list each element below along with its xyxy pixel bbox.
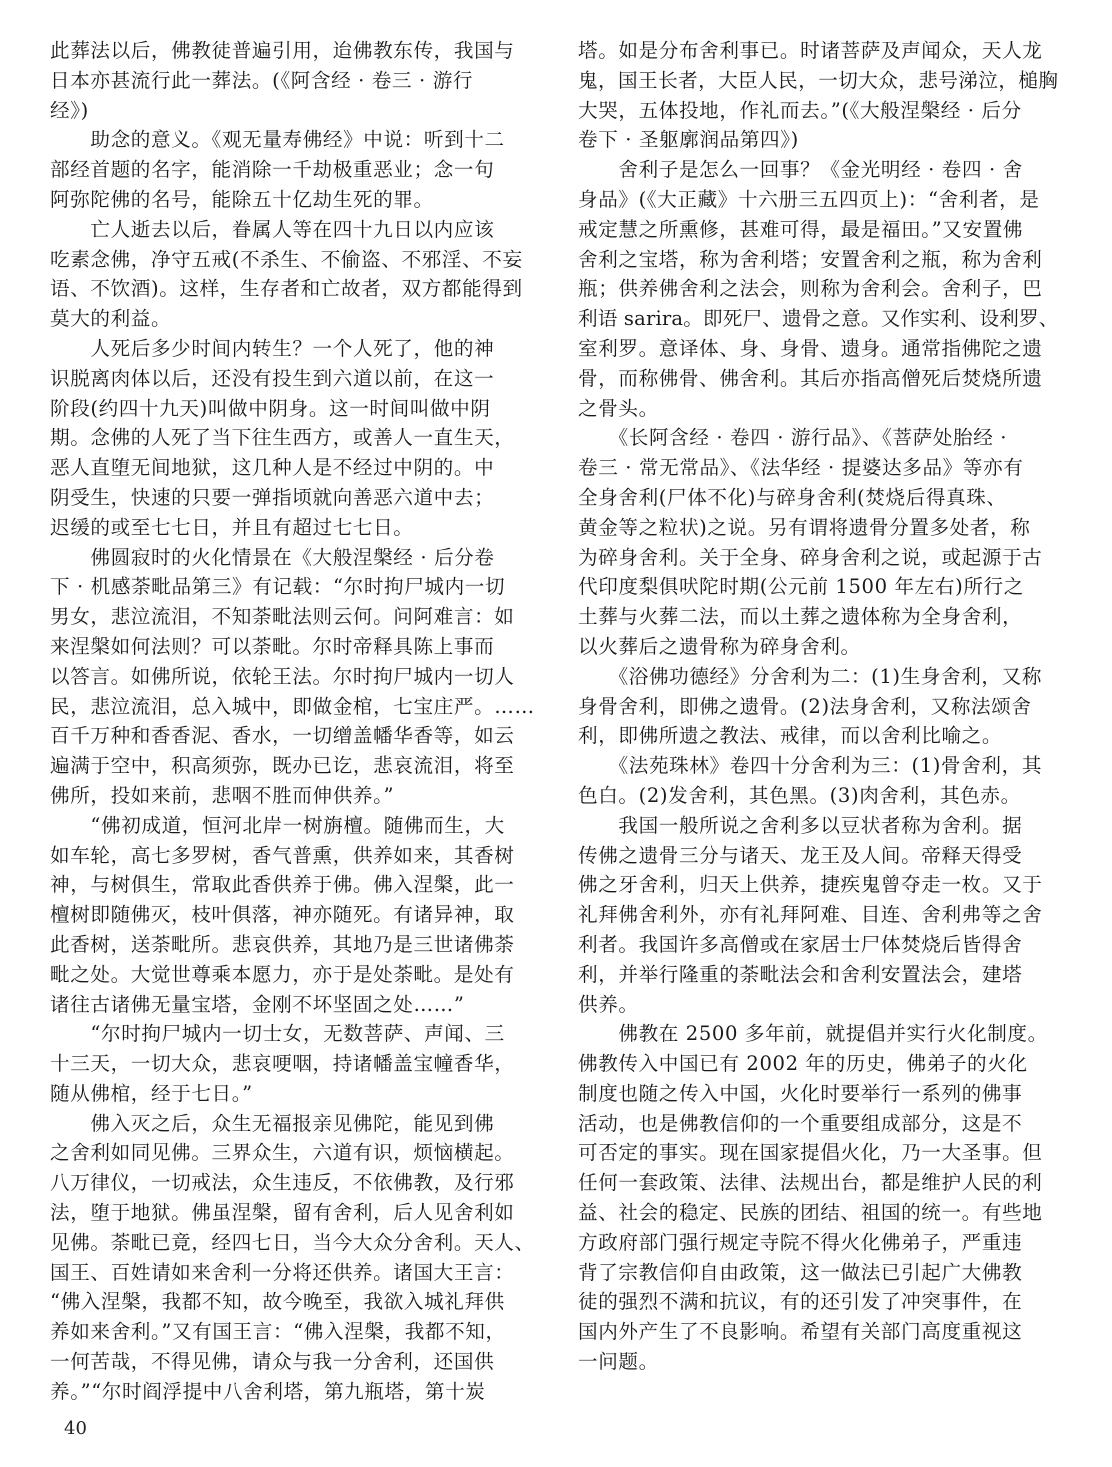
- text-line: 一问题。: [578, 1350, 659, 1374]
- text-line: 身品》(《大正藏》十六册三五四页上)：“舍利者，是: [578, 187, 1040, 211]
- text-line: 可否定的事实。现在国家提倡火化，乃一大圣事。但: [578, 1141, 1043, 1165]
- text-line: 舍利子是怎么一回事？《金光明经 · 卷四 · 舍: [578, 158, 1023, 182]
- text-line: 随从佛棺，经于七日。”: [50, 1081, 253, 1105]
- text-line: 莫大的利益。: [50, 307, 172, 331]
- text-line: 恶人直堕无间地狱，这几种人是不经过中阴的。中: [50, 456, 495, 480]
- text-line: 以答言。如佛所说，依轮王法。尔时拘尸城内一切人: [50, 664, 515, 688]
- text-line: 背了宗教信仰自由政策，这一做法已引起广大佛教: [578, 1260, 1023, 1284]
- text-line: 瓶；供养佛舍利之法会，则称为舍利会。舍利子，巴: [578, 277, 1043, 301]
- text-line: 《法苑珠林》卷四十分舍利为三：(1)骨舍利，其: [578, 754, 1043, 778]
- text-line: 阿弥陀佛的名号，能除五十亿劫生死的罪。: [50, 187, 434, 211]
- text-line: 期。念佛的人死了当下往生西方，或善人一直生天，: [50, 426, 515, 450]
- text-line: 阶段(约四十九天)叫做中阴身。这一时间叫做中阴: [50, 396, 491, 420]
- text-line: 制度也随之传入中国，火化时要举行一系列的佛事: [578, 1081, 1023, 1105]
- text-line: 鬼，国王长者，大臣人民，一切大众，悲号涕泣，槌胸: [578, 68, 1059, 92]
- text-line: 徒的强烈不满和抗议，有的还引发了冲突事件，在: [578, 1290, 1023, 1314]
- text-line: 下 · 机感荼毗品第三》有记载：“尔时拘尸城内一切: [50, 575, 506, 599]
- text-line: 八万律仪，一切戒法，众生违反，不依佛教，及行邪: [50, 1171, 515, 1195]
- text-line: 利语 sarira。即死尸、遗骨之意。又作实利、设利罗、: [578, 307, 1059, 331]
- text-line: 此葬法以后，佛教徒普遍引用，迨佛教东传，我国与: [50, 39, 515, 62]
- text-line: 《浴佛功德经》分舍利为二：(1)生身舍利，又称: [578, 664, 1043, 688]
- text-line: 经》): [50, 98, 89, 122]
- text-line: 佛教在 2500 多年前，就提倡并实行火化制度。: [578, 1022, 1048, 1046]
- text-line: 利，并举行隆重的荼毗法会和舍利安置法会，建塔: [578, 962, 1023, 986]
- text-line: 识脱离肉体以后，还没有投生到六道以前，在这一: [50, 366, 495, 390]
- text-line: 助念的意义。《观无量寿佛经》中说：听到十二: [50, 128, 505, 152]
- text-line: 礼拜佛舍利外，亦有礼拜阿难、目连、舍利弗等之舍: [578, 903, 1043, 927]
- text-line: 舍利之宝塔，称为舍利塔；安置舍利之瓶，称为舍利: [578, 247, 1043, 271]
- text-line: 供养。: [578, 992, 639, 1016]
- text-line: 卷下 · 圣躯廓润品第四》): [578, 128, 799, 152]
- text-line: 檀树即随佛灭，枝叶俱落，神亦随死。有诸异神，取: [50, 903, 515, 927]
- text-line: 卷三 · 常无常品》、《法华经 · 提婆达多品》等亦有: [578, 456, 1024, 480]
- text-line: 国内外产生了不良影响。希望有关部门高度重视这: [578, 1320, 1023, 1344]
- text-line: 佛之牙舍利，归天上供养，捷疾鬼曾夺走一枚。又于: [578, 873, 1043, 897]
- text-line: 法，堕于地狱。佛虽涅槃，留有舍利，后人见舍利如: [50, 1201, 515, 1225]
- text-line: 百千万种和香香泥、香水，一切缯盖幡华香等，如云: [50, 724, 515, 748]
- text-line: 室利罗。意译体、身、身骨、遗身。通常指佛陀之遗: [578, 336, 1043, 360]
- text-line: 我国一般所说之舍利多以豆状者称为舍利。据: [578, 813, 1023, 837]
- text-line: 之舍利如同见佛。三界众生，六道有识，烦恼横起。: [50, 1141, 515, 1165]
- text-line: 一何苦哉，不得见佛，请众与我一分舍利，还国供: [50, 1350, 495, 1374]
- text-line: 佛入灭之后，众生无福报亲见佛陀，能见到佛: [50, 1111, 495, 1135]
- text-line: 佛圆寂时的火化情景在《大般涅槃经 · 后分卷: [50, 545, 495, 569]
- left-column: [50, 36, 538, 1407]
- text-line: 佛教传入中国已有 2002 年的历史，佛弟子的火化: [578, 1052, 1028, 1076]
- text-line: 土葬与火葬二法，而以土葬之遗体称为全身舍利，: [578, 605, 1023, 629]
- text-line: 见佛。荼毗已竟，经四七日，当今大众分舍利。天人、: [50, 1230, 535, 1254]
- text-line: 如车轮，高七多罗树，香气普熏，供养如来，其香树: [50, 843, 515, 867]
- text-line: 佛所，投如来前，悲咽不胜而伸供养。”: [50, 783, 395, 807]
- text-line: 色白。(2)发舍利，其色黑。(3)肉舍利，其色赤。: [578, 783, 1021, 807]
- text-line: 方政府部门强行规定寺院不得火化佛弟子，严重违: [578, 1230, 1023, 1254]
- text-line: 亡人逝去以后，眷属人等在四十九日以内应该: [50, 217, 495, 241]
- text-line: 民，悲泣流泪，总入城中，即做金棺，七宝庄严。……: [50, 694, 535, 718]
- text-line: 大哭，五体投地，作礼而去。”(《大般涅槃经 · 后分: [578, 98, 1022, 122]
- text-line: 国王、百姓请如来舍利一分将还供养。诸国大王言：: [50, 1260, 515, 1284]
- text-line: 任何一套政策、法律、法规出台，都是维护人民的利: [578, 1171, 1043, 1195]
- text-line: 全身舍利(尸体不化)与碎身舍利(焚烧后得真珠、: [578, 485, 1007, 509]
- text-line: 《长阿含经 · 卷四 · 游行品》、《菩萨处胎经 ·: [578, 426, 1008, 450]
- text-line: 黄金等之粒状)之说。另有谓将遗骨分置多处者，称: [578, 515, 1031, 539]
- text-line: “佛初成道，恒河北岸一树旃檀。随佛而生，大: [50, 813, 505, 837]
- text-line: 吃素念佛，净守五戒(不杀生、不偷盗、不邪淫、不妄: [50, 247, 523, 271]
- text-line: 遍满于空中，积高须弥，既办已讫，悲哀流泪，将至: [50, 754, 515, 778]
- text-line: 养。”“尔时阎浮提中八舍利塔，第九瓶塔，第十炭: [50, 1379, 486, 1403]
- text-line: 塔。如是分布舍利事已。时诸菩萨及声闻众，天人龙: [578, 39, 1043, 62]
- text-line: 部经首题的名字，能消除一千劫极重恶业；念一句: [50, 158, 495, 182]
- text-line: 养如来舍利。”又有国王言：“佛入涅槃，我都不知，: [50, 1320, 506, 1344]
- text-line: 骨，而称佛骨、佛舍利。其后亦指高僧死后焚烧所遗: [578, 366, 1043, 390]
- text-line: 传佛之遗骨三分与诸天、龙王及人间。帝释天得受: [578, 843, 1023, 867]
- text-line: 利，即佛所遗之教法、戒律，而以舍利比喻之。: [578, 724, 1003, 748]
- text-line: 毗之处。大觉世尊乘本愿力，亦于是处荼毗。是处有: [50, 962, 515, 986]
- text-line: 男女，悲泣流泪，不知荼毗法则云何。问阿难言：如: [50, 605, 515, 629]
- text-line: 利者。我国许多高僧或在家居士尸体焚烧后皆得舍: [578, 932, 1023, 956]
- text-line: “尔时拘尸城内一切士女，无数菩萨、声闻、三: [50, 1022, 505, 1046]
- text-line: 益、社会的稳定、民族的团结、祖国的统一。有些地: [578, 1201, 1043, 1225]
- text-line: 日本亦甚流行此一葬法。(《阿含经 · 卷三 · 游行: [50, 68, 474, 92]
- right-column: [578, 36, 1060, 1377]
- text-line: 阴受生，快速的只要一弹指顷就向善恶六道中去；: [50, 485, 495, 509]
- text-line: 诸往古诸佛无量宝塔，金刚不坏坚固之处……”: [50, 992, 465, 1016]
- text-line: 人死后多少时间内转生？一个人死了，他的神: [50, 336, 495, 360]
- text-line: 身骨舍利，即佛之遗骨。(2)法身舍利，又称法颂舍: [578, 694, 1032, 718]
- text-line: 此香树，送荼毗所。悲哀供养，其地乃是三世诸佛荼: [50, 932, 515, 956]
- text-line: 以火葬后之遗骨称为碎身舍利。: [578, 634, 861, 658]
- text-line: 之骨头。: [578, 396, 659, 420]
- text-line: 为碎身舍利。关于全身、碎身舍利之说，或起源于古: [578, 545, 1043, 569]
- text-line: 活动，也是佛教信仰的一个重要组成部分，这是不: [578, 1111, 1023, 1135]
- text-line: 戒定慧之所熏修，甚难可得，最是福田。”又安置佛: [578, 217, 1024, 241]
- page-number: 40: [64, 1418, 87, 1439]
- text-line: 十三天，一切大众，悲哀哽咽，持诸幡盖宝幢香华，: [50, 1052, 515, 1076]
- text-line: 代印度梨俱吠陀时期(公元前 1500 年左右)所行之: [578, 575, 1024, 599]
- text-line: 来涅槃如何法则？可以荼毗。尔时帝释具陈上事而: [50, 634, 495, 658]
- text-line: 神，与树俱生，常取此香供养于佛。佛入涅槃，此一: [50, 873, 515, 897]
- text-line: 迟缓的或至七七日，并且有超过七七日。: [50, 515, 414, 539]
- text-line: “佛入涅槃，我都不知，故今晚至，我欲入城礼拜供: [50, 1290, 505, 1314]
- text-line: 语、不饮酒)。这样，生存者和亡故者，双方都能得到: [50, 277, 523, 301]
